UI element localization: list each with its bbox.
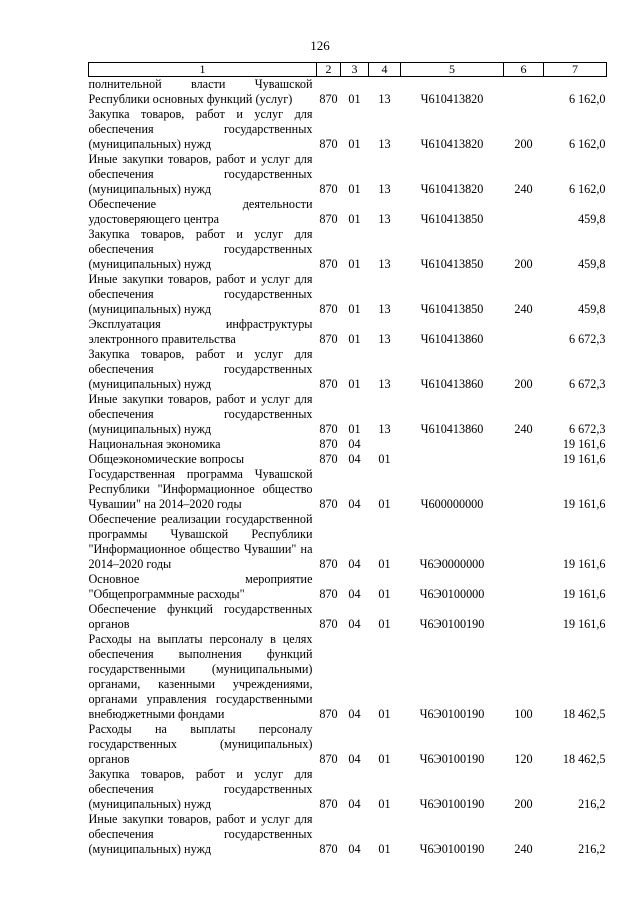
- table-row: [89, 317, 607, 347]
- row-description: Иные закупки товаров, работ и услуг для обеспечения государственных (муниципальных) нужд: [88, 392, 313, 436]
- row-section-code: 04: [348, 752, 361, 766]
- row-description: Иные закупки товаров, работ и услуг для обеспечения государственных (муниципальных) нужд: [88, 152, 313, 196]
- row-expense-type: 240: [514, 182, 533, 196]
- row-target-article: Ч610413820: [420, 92, 484, 106]
- row-amount: 6 672,3: [568, 332, 606, 346]
- row-ministry-code: 870: [319, 377, 338, 391]
- row-subsection-code: 01: [378, 797, 391, 811]
- row-target-article: Ч6Э0100000: [419, 587, 485, 601]
- table-row: [89, 602, 607, 632]
- row-section-code: 04: [348, 437, 361, 451]
- row-subsection-code: 01: [378, 587, 391, 601]
- row-expense-type: 200: [514, 257, 533, 271]
- row-subsection-code: 13: [378, 302, 391, 316]
- row-subsection-code: 13: [378, 182, 391, 196]
- row-amount: 6 672,3: [568, 422, 606, 436]
- row-ministry-code: 870: [319, 497, 338, 511]
- table-header-row: [89, 63, 607, 77]
- row-ministry-code: 870: [319, 707, 338, 721]
- row-amount: 6 162,0: [568, 137, 606, 151]
- row-target-article: Ч6Э0100190: [419, 617, 485, 631]
- table-row: [89, 512, 607, 572]
- row-expense-type: 200: [514, 137, 533, 151]
- row-description: Расходы на выплаты персоналу государственных (муниципальных) органов: [88, 722, 313, 766]
- table-row: [89, 452, 607, 467]
- row-section-code: 01: [348, 302, 361, 316]
- table-row: [89, 467, 607, 512]
- table-row: [89, 437, 607, 452]
- row-subsection-code: 01: [378, 452, 391, 466]
- row-expense-type: 120: [514, 752, 533, 766]
- header-col-1: 1: [89, 63, 317, 77]
- row-section-code: 04: [348, 617, 361, 631]
- table-row: [89, 722, 607, 767]
- table-row: [89, 272, 607, 317]
- row-description: Эксплуатация инфраструктуры электронного правительства: [88, 317, 313, 346]
- row-target-article: Ч610413860: [420, 422, 484, 436]
- header-col-2: 2: [317, 63, 341, 77]
- row-amount: 18 462,5: [562, 752, 606, 766]
- row-expense-type: [504, 512, 544, 572]
- header-col-4: 4: [369, 63, 401, 77]
- header-col-5: 5: [401, 63, 504, 77]
- row-ministry-code: 870: [319, 617, 338, 631]
- row-amount: 19 161,6: [562, 437, 606, 451]
- row-ministry-code: 870: [319, 842, 338, 856]
- row-ministry-code: 870: [319, 212, 338, 226]
- row-expense-type: [504, 437, 544, 452]
- row-ministry-code: 870: [319, 302, 338, 316]
- row-description: Закупка товаров, работ и услуг для обеспечения государственных (муниципальных) нужд: [88, 107, 313, 151]
- row-amount: 459,8: [578, 257, 606, 271]
- row-ministry-code: 870: [319, 92, 338, 106]
- row-expense-type: [504, 197, 544, 227]
- row-target-article: Ч6Э0100190: [419, 707, 485, 721]
- table-body: [89, 77, 607, 858]
- row-description: полнительной власти Чувашской Республики основных функций (услуг): [88, 77, 313, 106]
- row-ministry-code: 870: [319, 797, 338, 811]
- table-row: [89, 347, 607, 392]
- row-target-article: Ч610413850: [420, 302, 484, 316]
- row-target-article: Ч610413820: [420, 182, 484, 196]
- table-row: [89, 392, 607, 437]
- row-target-article: Ч610413860: [420, 332, 484, 346]
- row-description: Обеспечение реализации государственной программы Чувашской Республики "Информационное общество Чувашии" на 2014–2020 годы: [88, 512, 313, 571]
- row-description: Государственная программа Чувашской Республики "Информационное общество Чувашии" на 2014–2020 годы: [88, 467, 313, 511]
- row-section-code: 01: [348, 257, 361, 271]
- row-target-article: [401, 437, 504, 452]
- row-target-article: Ч6Э0100190: [419, 797, 485, 811]
- row-subsection-code: 13: [378, 422, 391, 436]
- row-amount: 19 161,6: [562, 452, 606, 466]
- row-target-article: Ч610413850: [420, 212, 484, 226]
- row-subsection-code: 01: [378, 617, 391, 631]
- row-ministry-code: 870: [319, 137, 338, 151]
- row-expense-type: [504, 572, 544, 602]
- row-subsection-code: [369, 437, 401, 452]
- row-section-code: 01: [348, 377, 361, 391]
- row-section-code: 04: [348, 842, 361, 856]
- header-col-7: 7: [544, 63, 607, 77]
- table-row: [89, 107, 607, 152]
- row-section-code: 04: [348, 587, 361, 601]
- row-subsection-code: 13: [378, 332, 391, 346]
- row-ministry-code: 870: [319, 332, 338, 346]
- row-subsection-code: 13: [378, 137, 391, 151]
- row-description: Основное мероприятие "Общепрограммные расходы": [88, 572, 313, 601]
- row-target-article: Ч6Э0100190: [419, 842, 485, 856]
- budget-table: [88, 62, 607, 857]
- row-expense-type: 100: [514, 707, 533, 721]
- row-subsection-code: 01: [378, 707, 391, 721]
- row-expense-type: [504, 602, 544, 632]
- row-amount: 6 162,0: [568, 92, 606, 106]
- row-section-code: 01: [348, 182, 361, 196]
- row-description: Закупка товаров, работ и услуг для обеспечения государственных (муниципальных) нужд: [88, 767, 313, 811]
- row-amount: 6 672,3: [568, 377, 606, 391]
- row-ministry-code: 870: [319, 752, 338, 766]
- row-ministry-code: 870: [319, 182, 338, 196]
- row-section-code: 04: [348, 497, 361, 511]
- row-subsection-code: 01: [378, 497, 391, 511]
- table-row: [89, 632, 607, 722]
- table-row: [89, 812, 607, 857]
- table-row: [89, 152, 607, 197]
- row-ministry-code: 870: [319, 437, 338, 451]
- row-amount: 216,2: [578, 842, 606, 856]
- row-description: Обеспечение функций государственных органов: [88, 602, 313, 631]
- row-subsection-code: 13: [378, 92, 391, 106]
- row-expense-type: 200: [514, 377, 533, 391]
- row-description: Иные закупки товаров, работ и услуг для обеспечения государственных (муниципальных) нужд: [88, 812, 313, 856]
- row-description: Расходы на выплаты персоналу в целях обеспечения выполнения функций государственными (муниципальными) органами, казенными учреждениями, органами управления государственными внебюджетными фондами: [88, 632, 313, 721]
- row-expense-type: 200: [514, 797, 533, 811]
- row-subsection-code: 01: [378, 557, 391, 571]
- row-amount: 459,8: [578, 302, 606, 316]
- row-subsection-code: 01: [378, 842, 391, 856]
- row-amount: 459,8: [578, 212, 606, 226]
- header-col-3: 3: [341, 63, 369, 77]
- row-section-code: 04: [348, 452, 361, 466]
- row-section-code: 01: [348, 422, 361, 436]
- row-description: Общеэкономические вопросы: [88, 452, 245, 466]
- row-ministry-code: 870: [319, 422, 338, 436]
- row-target-article: Ч6Э0000000: [419, 557, 485, 571]
- row-expense-type: [504, 467, 544, 512]
- row-amount: 216,2: [578, 797, 606, 811]
- row-section-code: 04: [348, 557, 361, 571]
- row-section-code: 01: [348, 212, 361, 226]
- row-expense-type: [504, 317, 544, 347]
- row-section-code: 01: [348, 137, 361, 151]
- row-subsection-code: 01: [378, 752, 391, 766]
- row-amount: 18 462,5: [562, 707, 606, 721]
- row-target-article: [401, 452, 504, 467]
- row-section-code: 01: [348, 332, 361, 346]
- row-amount: 19 161,6: [562, 587, 606, 601]
- row-description: Закупка товаров, работ и услуг для обеспечения государственных (муниципальных) нужд: [88, 227, 313, 271]
- row-subsection-code: 13: [378, 212, 391, 226]
- row-section-code: 04: [348, 707, 361, 721]
- row-amount: 19 161,6: [562, 557, 606, 571]
- row-expense-type: 240: [514, 302, 533, 316]
- row-description: Обеспечение деятельности удостоверяющего центра: [88, 197, 313, 226]
- page-number: 126: [310, 38, 330, 53]
- row-target-article: Ч6Э0100190: [419, 752, 485, 766]
- header-col-6: 6: [504, 63, 544, 77]
- row-expense-type: 240: [514, 842, 533, 856]
- row-subsection-code: 13: [378, 377, 391, 391]
- table-row: [89, 77, 607, 108]
- row-expense-type: [504, 452, 544, 467]
- row-target-article: Ч610413850: [420, 257, 484, 271]
- row-ministry-code: 870: [319, 557, 338, 571]
- row-amount: 19 161,6: [562, 497, 606, 511]
- row-description: Иные закупки товаров, работ и услуг для обеспечения государственных (муниципальных) нужд: [88, 272, 313, 316]
- row-ministry-code: 870: [319, 587, 338, 601]
- row-target-article: Ч610413860: [420, 377, 484, 391]
- row-target-article: Ч600000000: [420, 497, 484, 511]
- table-row: [89, 572, 607, 602]
- row-expense-type: 240: [514, 422, 533, 436]
- row-expense-type: [504, 77, 544, 108]
- table-row: [89, 227, 607, 272]
- row-description: Национальная экономика: [88, 437, 221, 451]
- row-section-code: 01: [348, 92, 361, 106]
- row-target-article: Ч610413820: [420, 137, 484, 151]
- table-row: [89, 197, 607, 227]
- table-row: [89, 767, 607, 812]
- row-ministry-code: 870: [319, 257, 338, 271]
- row-ministry-code: 870: [319, 452, 338, 466]
- row-amount: 6 162,0: [568, 182, 606, 196]
- row-section-code: 04: [348, 797, 361, 811]
- row-subsection-code: 13: [378, 257, 391, 271]
- row-amount: 19 161,6: [562, 617, 606, 631]
- row-description: Закупка товаров, работ и услуг для обеспечения государственных (муниципальных) нужд: [88, 347, 313, 391]
